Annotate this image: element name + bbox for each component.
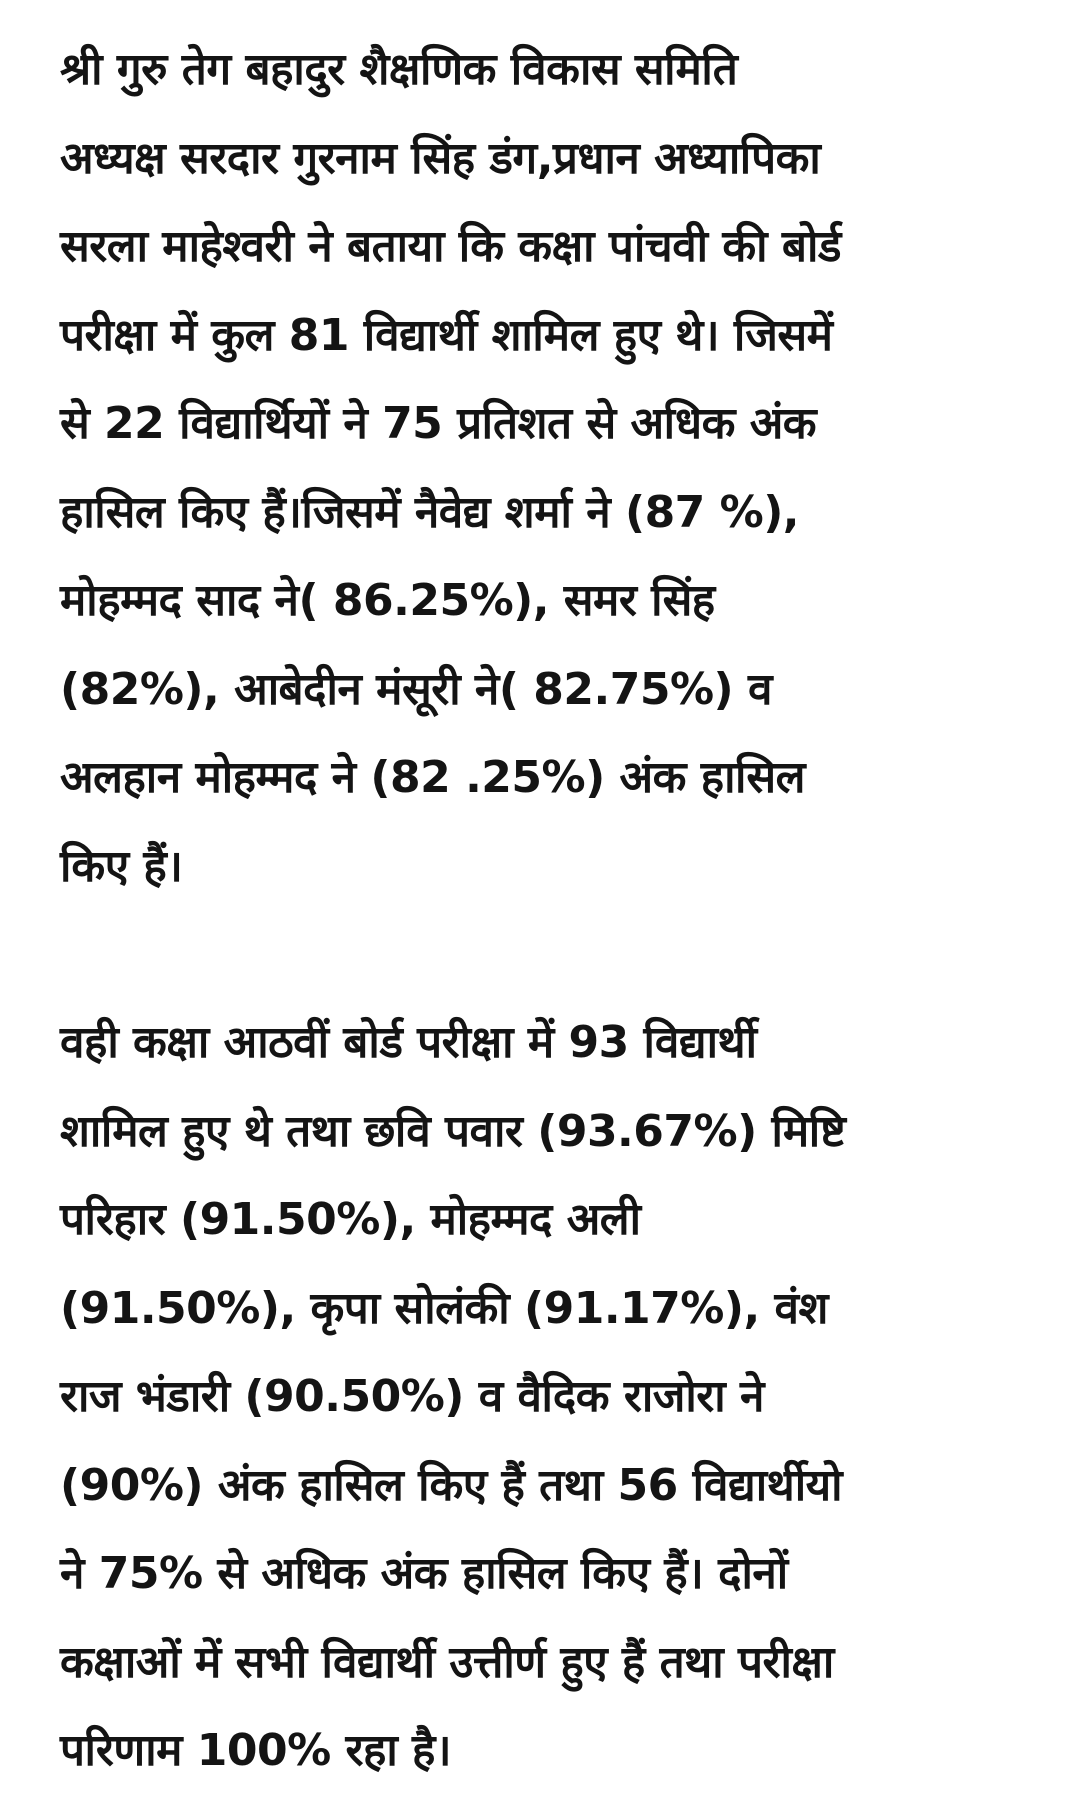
- article-body: [60, 26, 1020, 1796]
- text-line: अलहान मोहम्मद ने (82 .25%) अंक हासिल: [60, 752, 805, 803]
- text-line: वही कक्षा आठवीं बोर्ड परीक्षा में 93 विद्यार्थी: [60, 1017, 757, 1068]
- paragraph-spacer: [60, 911, 1020, 999]
- text-line: मोहम्मद साद ने( 86.25%), समर सिंह: [60, 575, 715, 626]
- text-line: परिणाम 100% रहा है।: [60, 1725, 452, 1776]
- text-line: अध्यक्ष सरदार गुरनाम सिंह डंग,प्रधान अध्यापिका: [60, 132, 821, 184]
- text-line: परीक्षा में कुल 81 विद्यार्थी शामिल हुए थे। जिसमें: [60, 309, 833, 361]
- paragraph-class5-results: [60, 26, 1020, 911]
- paragraph-class8-results: [60, 999, 1020, 1796]
- text-line: हासिल किए हैं।जिसमें नैवेद्य शर्मा ने (87 %),: [60, 486, 800, 538]
- text-line: किए हैं।: [60, 840, 183, 892]
- text-line: कक्षाओं में सभी विद्यार्थी उत्तीर्ण हुए हैं तथा परीक्षा: [60, 1636, 834, 1688]
- text-line: श्री गुरु तेग बहादुर शैक्षणिक विकास समिति: [60, 44, 738, 95]
- text-line: शामिल हुए थे तथा छवि पवार (93.67%) मिष्टि: [60, 1105, 846, 1157]
- text-line: (82%), आबेदीन मंसूरी ने( 82.75%) व: [60, 663, 772, 715]
- text-line: परिहार (91.50%), मोहम्मद अली: [60, 1194, 641, 1245]
- text-line: (91.50%), कृपा सोलंकी (91.17%), वंश: [60, 1282, 828, 1334]
- text-line: ने 75% से अधिक अंक हासिल किए हैं। दोनों: [60, 1548, 788, 1599]
- text-line: सरला माहेश्वरी ने बताया कि कक्षा पांचवी की बोर्ड: [60, 221, 841, 272]
- text-line: राज भंडारी (90.50%) व वैदिक राजोरा ने: [60, 1371, 764, 1422]
- text-line: से 22 विद्यार्थियों ने 75 प्रतिशत से अधिक अंक: [60, 398, 817, 449]
- text-line: (90%) अंक हासिल किए हैं तथा 56 विद्यार्थीयो: [60, 1459, 843, 1511]
